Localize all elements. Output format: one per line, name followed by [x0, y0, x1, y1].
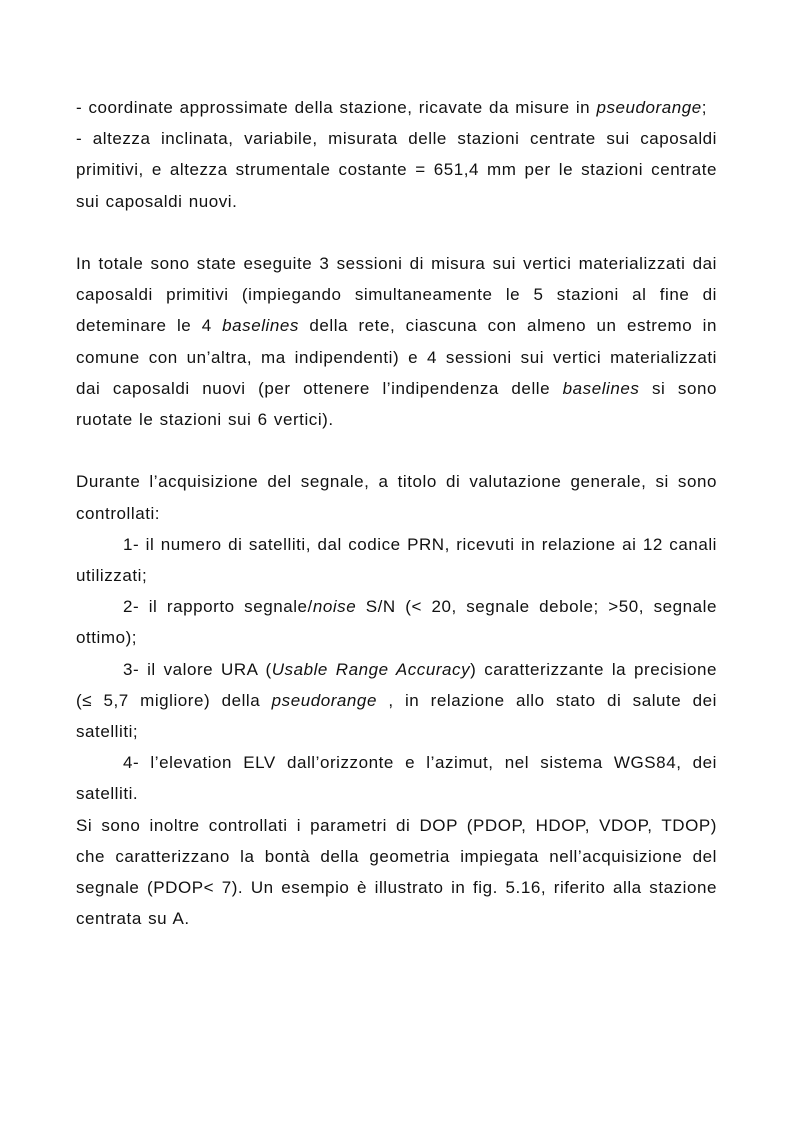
italic-term: pseudorange — [596, 98, 702, 117]
bullet-text: coordinate approssimate della stazione, ricavate da misure in — [88, 98, 597, 117]
paragraph-gap — [76, 217, 717, 248]
bullet-altezza — [76, 123, 717, 217]
list-item-text: ) caratterizzante la precisione (≤ 5,7 migliore) della — [76, 659, 717, 710]
bullet-coordinate — [76, 92, 717, 123]
list-item-3 — [76, 654, 717, 748]
document-body — [76, 92, 717, 934]
bullet-dash: - — [76, 98, 83, 117]
italic-term: Usable Range Accuracy — [271, 659, 471, 679]
bullet-dash: - — [76, 129, 83, 149]
list-item-2 — [76, 591, 717, 653]
paragraph-sessioni — [76, 248, 717, 435]
paragraph-dop: Si sono inoltre controllati i parametri di DOP (PDOP, HDOP, VDOP, TDOP) che caratterizzano la bontà della geometria impiegata nell’acquisizione del segnale (PDOP< 7). Un esempio è illustrato in fig. 5.16, riferito alla stazione centrata su A. — [76, 815, 717, 929]
bullet-text: altezza inclinata, variabile, misurata delle stazioni centrate sui caposaldi primitivi, e altezza strumentale costante = 651,4 mm per le stazioni centrate sui caposaldi nuovi. — [76, 129, 717, 211]
list-item-text: 2- il rapporto segnale/ — [123, 597, 313, 617]
italic-term: baselines — [222, 316, 299, 336]
paragraph-acquisizione-intro: Durante l’acquisizione del segnale, a titolo di valutazione generale, si sono controllati: — [76, 472, 717, 523]
paragraph-text: della rete, ciascuna con almeno un estremo in comune con un’altra, ma indipendenti) e 4 sessioni sui vertici materializzati dai caposaldi nuovi (per ottenere l’indipendenza delle — [76, 316, 717, 398]
paragraph-text: In totale sono state eseguite 3 sessioni di misura sui vertici materializzati dai caposaldi primitivi (impiegando simultaneamente le 5 stazioni al fine di deteminare le 4 — [76, 254, 717, 336]
paragraph-gap — [76, 435, 717, 466]
list-item-text: , in relazione allo stato di salute dei satelliti; — [76, 690, 718, 742]
list-item-4: 4- l’elevation ELV dall’orizzonte e l’azimut, nel sistema WGS84, dei satelliti. — [76, 753, 717, 804]
italic-term: pseudorange — [271, 690, 377, 710]
bullet-text-end: ; — [701, 98, 708, 117]
list-item-1: 1- il numero di satelliti, dal codice PRN, ricevuti in relazione ai 12 canali utilizzati; — [76, 534, 717, 586]
paragraph-text: si sono ruotate le stazioni sui 6 vertici). — [76, 378, 717, 430]
list-item-text: 3- il valore URA ( — [123, 659, 272, 679]
list-item-text: S/N (< 20, segnale debole; >50, segnale ottimo); — [76, 597, 717, 648]
italic-term: baselines — [562, 378, 640, 398]
italic-term: noise — [312, 597, 357, 617]
